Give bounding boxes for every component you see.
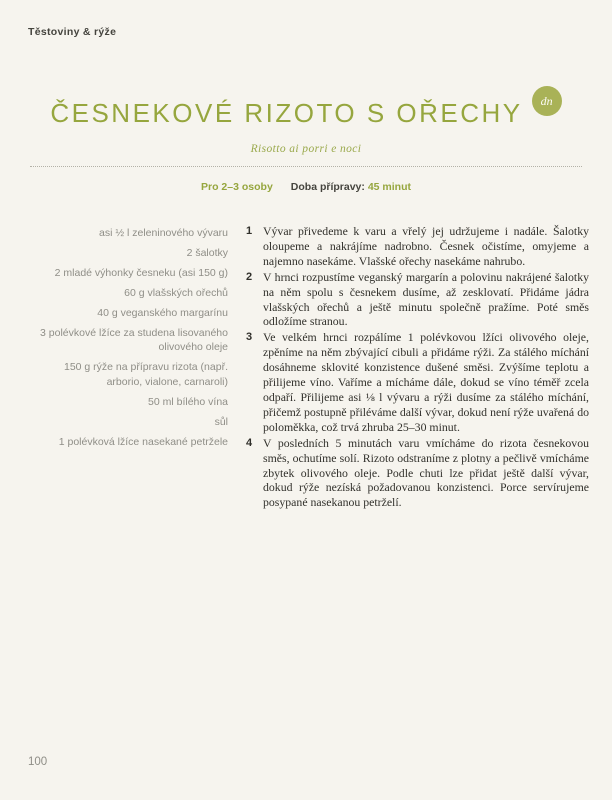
ingredient-item: sůl (214, 416, 228, 429)
diet-badge: dn (532, 86, 562, 116)
servings-label: Pro 2–3 osoby (201, 181, 273, 193)
ingredients-list (36, 226, 228, 455)
page-number: 100 (28, 756, 48, 768)
step-item (246, 270, 589, 330)
ingredient-item: 40 g veganského margarínu (97, 306, 228, 319)
step-text: Vývar přivedeme k varu a vřelý jej udržujeme i nadále. Šalotky oloupeme a nakrájíme nadrobno. Česnek očistíme, omyjeme a najemno nasekáme. Vlašské ořechy nasekáme nahrubo. (263, 224, 589, 268)
recipe-subtitle: Risotto ai porri e noci (250, 143, 362, 155)
ingredient-item: 150 g rýže na přípravu rizota (např. arborio, vialone, carnaroli) (63, 361, 228, 389)
ingredient-item: 3 polévkové lžíce za studena lisovaného olivového oleje (40, 326, 228, 354)
ingredient-item: asi ½ l zeleninového vývaru (99, 227, 228, 239)
ingredient-item: 50 ml bílého vína (148, 396, 228, 409)
prep-time-label: Doba přípravy: (290, 181, 365, 193)
step-item (246, 224, 589, 269)
divider-rule (30, 166, 582, 167)
step-number: 2 (246, 270, 253, 283)
step-number: 1 (246, 225, 253, 237)
chapter-header: Těstoviny & rýže (28, 26, 117, 38)
step-item (246, 330, 589, 434)
step-number: 3 (246, 331, 253, 344)
instructions-list (246, 224, 589, 511)
step-text: Ve velkém hrnci rozpálíme 1 polévkovou lžíci olivového oleje, zpěníme na něm zbývající cibuli a přidáme rýži. Za stálého míchání dosáhneme sklovité konzistence dušené směsi. Zvýšíme teplotu a přilijeme víno. Vaříme a mícháme dále, dokud se víno téměř zcela odpaří. Přilijeme asi ⅛ l vývaru a rýži dusíme za stálého míchání, přičemž postupně přiléváme další vývar, dokud není rýže uvařená do poloměkka, což trvá zhruba 25–30 minut. (263, 330, 589, 434)
ingredient-item: 2 mladé výhonky česneku (asi 150 g) (54, 266, 228, 279)
ingredient-item: 1 polévková lžíce nasekané petržele (58, 435, 228, 448)
ingredient-item: 2 šalotky (186, 246, 228, 259)
step-text: V hrnci rozpustíme veganský margarín a polovinu nakrájené šalotky na něm spolu s česnekem dusíme, až zesklovatí. Přidáme jádra vlašských ořechů a ještě minutu společně pražíme. Poté směs odložíme stranou. (263, 269, 589, 329)
recipe-title: ČESNEKOVÉ RIZOTO S OŘECHY (50, 98, 523, 128)
title-row (0, 94, 612, 128)
step-item (246, 436, 589, 511)
prep-time-value: 45 minut (367, 181, 411, 193)
recipe-info (0, 181, 612, 193)
ingredient-item: 60 g vlašských ořechů (124, 286, 228, 299)
step-text: V posledních 5 minutách varu vmícháme do rizota česnekovou směs, ochutíme solí. Rizoto odstraníme z plotny a pečlivě vmícháme zbytek olivového oleje. Podle chuti lze přidat ještě další vývar, dokud rýže nezíská požadovanou konzistenci. Porce servírujeme posypané nasekanou petrželí. (263, 435, 589, 510)
step-number: 4 (246, 436, 253, 449)
